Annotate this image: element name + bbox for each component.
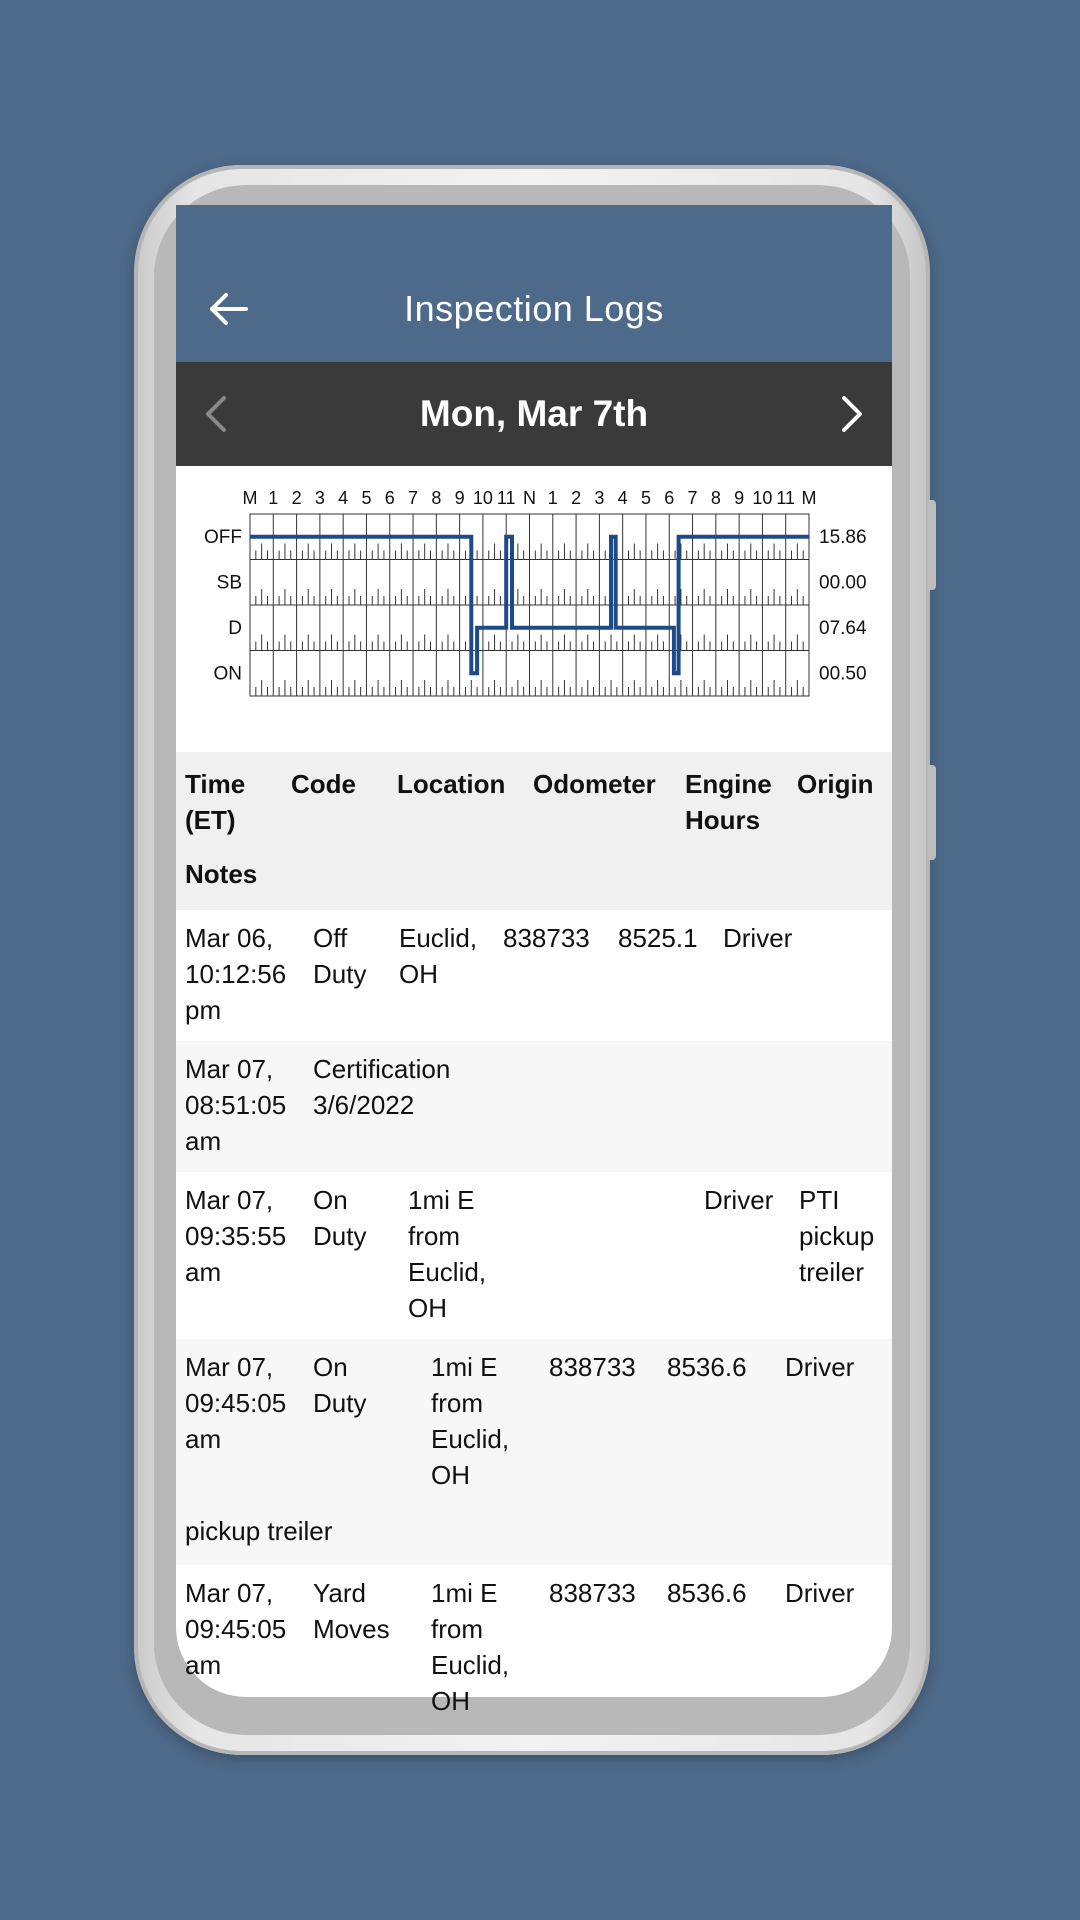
hour-label: 4 <box>617 488 628 508</box>
duty-status-graph <box>176 466 892 752</box>
duty-status-chart <box>176 466 892 752</box>
row-time: Mar 07, 09:35:55 am <box>185 1185 287 1287</box>
date-navigation <box>176 362 892 466</box>
row-engine-hours: 8525.1 <box>618 923 698 953</box>
row-code: On Duty <box>313 1185 367 1251</box>
row-code: Off Duty <box>313 923 367 989</box>
row-time: Mar 07, 08:51:05 am <box>185 1054 287 1156</box>
log-table <box>176 752 892 1725</box>
row-code: Certification 3/6/2022 <box>313 1054 451 1120</box>
hour-label: 9 <box>454 488 465 508</box>
hour-label: 5 <box>361 488 372 508</box>
hour-label: M <box>242 488 258 508</box>
table-header <box>176 752 892 910</box>
hour-label: 7 <box>408 488 419 508</box>
table-row[interactable] <box>176 910 892 1041</box>
hour-label: 3 <box>314 488 325 508</box>
chevron-right-icon <box>830 394 870 434</box>
column-header-engine-hours: Engine Hours <box>685 769 772 835</box>
row-code: On Duty <box>313 1352 367 1418</box>
column-header-notes: Notes <box>185 859 258 889</box>
hour-label: 10 <box>472 488 493 508</box>
hour-label: 2 <box>291 488 302 508</box>
row-time: Mar 06, 10:12:56 pm <box>185 923 287 1025</box>
hour-label: 3 <box>594 488 605 508</box>
app-header <box>176 205 892 362</box>
row-location: 1mi E from Euclid, OH <box>431 1578 510 1716</box>
row-origin: Driver <box>704 1185 774 1215</box>
hour-label: 11 <box>496 488 516 508</box>
row-time: Mar 07, 09:45:05 am <box>185 1578 287 1680</box>
column-header-odometer: Odometer <box>533 769 656 799</box>
row-odometer: 838733 <box>503 923 590 953</box>
table-row[interactable] <box>176 1041 892 1172</box>
hour-label: M <box>801 488 817 508</box>
row-origin: Driver <box>785 1352 855 1382</box>
row-notes: PTI pickup treiler <box>799 1185 875 1287</box>
row-notes: pickup treiler <box>185 1516 333 1546</box>
row-odometer: 838733 <box>549 1578 636 1608</box>
hour-label: 1 <box>268 488 279 508</box>
row-time: Mar 07, 09:45:05 am <box>185 1352 287 1454</box>
status-total: 07.64 <box>819 617 867 639</box>
hour-label: 8 <box>431 488 442 508</box>
row-engine-hours: 8536.6 <box>667 1578 747 1608</box>
hour-label: 4 <box>338 488 349 508</box>
row-origin: Driver <box>785 1578 855 1608</box>
status-label: ON <box>213 663 242 685</box>
hour-label: 10 <box>752 488 773 508</box>
hour-label: 6 <box>664 488 675 508</box>
hour-label: 8 <box>710 488 721 508</box>
row-location: 1mi E from Euclid, OH <box>408 1185 487 1323</box>
next-day-button[interactable] <box>830 394 870 434</box>
status-total: 00.50 <box>819 663 867 685</box>
hour-label: 5 <box>640 488 651 508</box>
table-row[interactable] <box>176 1172 892 1339</box>
table-row[interactable] <box>176 1339 892 1565</box>
column-header-time: Time (ET) <box>185 769 246 835</box>
column-header-origin: Origin <box>797 769 874 799</box>
power-button <box>928 765 936 860</box>
hour-label: N <box>523 488 536 508</box>
hour-label: 11 <box>776 488 796 508</box>
column-header-code: Code <box>291 769 356 799</box>
page-title: Inspection Logs <box>404 288 664 329</box>
status-total: 00.00 <box>819 572 867 594</box>
app-screen <box>176 205 892 1716</box>
hour-label: 2 <box>571 488 582 508</box>
table-row[interactable] <box>176 1565 892 1725</box>
date-title: Mon, Mar 7th <box>419 393 649 434</box>
row-engine-hours: 8536.6 <box>667 1352 747 1382</box>
status-label: D <box>228 617 242 639</box>
row-origin: Driver <box>723 923 793 953</box>
hour-label: 1 <box>547 488 558 508</box>
hour-label: 6 <box>384 488 395 508</box>
hour-label: 9 <box>734 488 745 508</box>
status-total: 15.86 <box>819 526 867 548</box>
hour-label: 7 <box>687 488 698 508</box>
column-header-location: Location <box>397 769 506 799</box>
volume-button <box>928 500 936 590</box>
status-label: SB <box>216 572 242 594</box>
row-code: Yard Moves <box>313 1578 390 1644</box>
status-label: OFF <box>204 526 242 548</box>
row-location: 1mi E from Euclid, OH <box>431 1352 510 1490</box>
row-odometer: 838733 <box>549 1352 636 1382</box>
row-location: Euclid, OH <box>399 923 478 989</box>
